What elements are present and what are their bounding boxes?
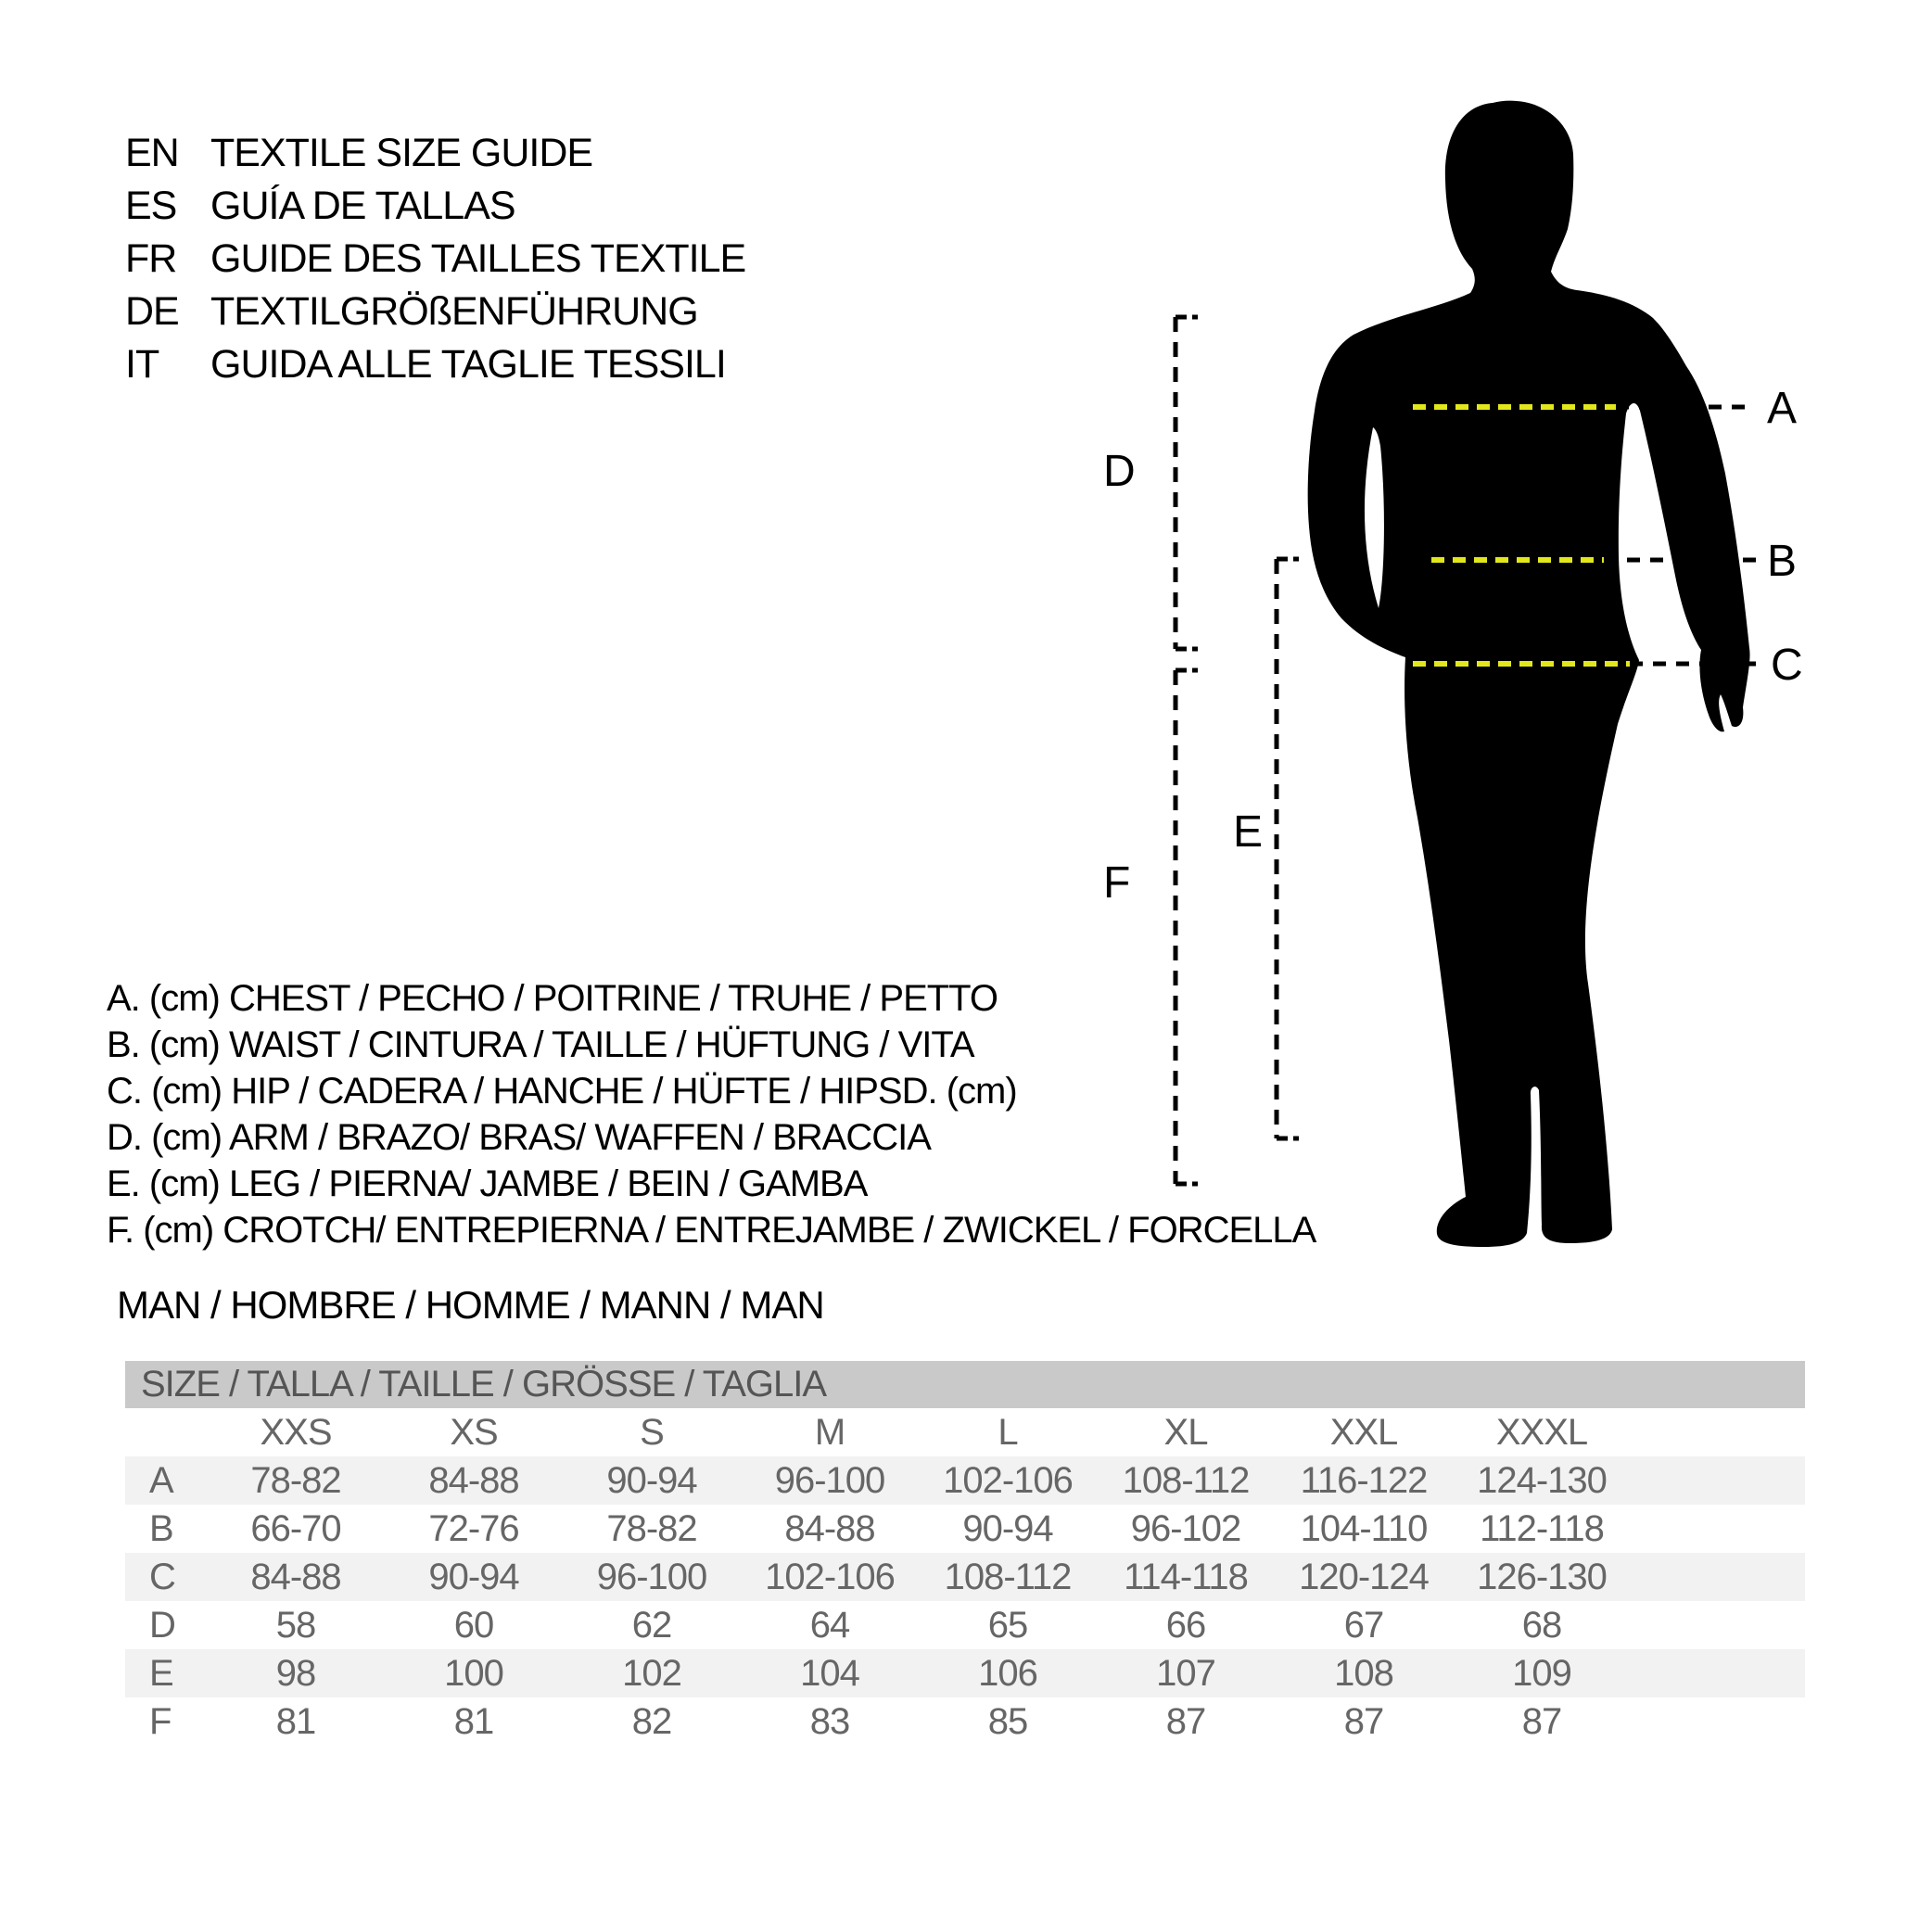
guide-title: GUÍA DE TALLAS (210, 184, 515, 228)
cell-value: 60 (453, 1605, 494, 1646)
row-label: B (149, 1508, 173, 1549)
language-code: DE (125, 289, 179, 334)
cell-value: 124-130 (1477, 1460, 1607, 1501)
table-row (125, 1649, 1805, 1697)
cell-value: 72-76 (428, 1508, 519, 1549)
measurement-legend (107, 975, 1316, 1253)
cell-value: 112-118 (1480, 1508, 1604, 1549)
table-row (125, 1456, 1805, 1505)
cell-value: 96-102 (1130, 1508, 1241, 1549)
cell-value: 98 (275, 1653, 316, 1694)
row-label: D (149, 1605, 175, 1646)
table-row (125, 1505, 1805, 1553)
cell-value: 84-88 (428, 1460, 519, 1501)
guide-title: TEXTILE SIZE GUIDE (210, 131, 593, 175)
guide-title: GUIDA ALLE TAGLIE TESSILI (210, 342, 726, 387)
cell-value: 108-112 (1122, 1460, 1250, 1501)
cell-value: 81 (453, 1701, 494, 1742)
label-crotch: F (1103, 858, 1131, 908)
language-code: EN (125, 131, 179, 175)
cell-value: 58 (275, 1605, 316, 1646)
cell-value: 96-100 (774, 1460, 885, 1501)
cell-value: 78-82 (606, 1508, 697, 1549)
cell-value: 66-70 (250, 1508, 341, 1549)
cell-value: 109 (1512, 1653, 1571, 1694)
cell-value: 84-88 (250, 1557, 341, 1597)
language-code: FR (125, 236, 177, 281)
size-table (125, 1361, 1805, 1746)
row-label: C (149, 1557, 175, 1597)
cell-value: 65 (987, 1605, 1028, 1646)
cell-value: 114-118 (1124, 1557, 1248, 1597)
size-col-header: XL (1163, 1412, 1208, 1453)
cell-value: 102 (622, 1653, 681, 1694)
cell-value: 84-88 (784, 1508, 875, 1549)
cell-value: 102-106 (943, 1460, 1073, 1501)
cell-value: 106 (978, 1653, 1037, 1694)
row-label: E (149, 1653, 173, 1694)
legend-line: D. (cm) ARM / BRAZO/ BRAS/ WAFFEN / BRACCIA (107, 1117, 931, 1158)
legend-line: F. (cm) CROTCH/ ENTREPIERNA / ENTREJAMBE / ZWICKEL / FORCELLA (107, 1210, 1316, 1251)
cell-value: 104 (800, 1653, 859, 1694)
cell-value: 87 (1343, 1701, 1384, 1742)
man-silhouette (1308, 101, 1750, 1247)
cell-value: 87 (1165, 1701, 1206, 1742)
legend-line: C. (cm) HIP / CADERA / HANCHE / HÜFTE / HIPSD. (cm) (107, 1071, 1017, 1112)
cell-value: 90-94 (962, 1508, 1053, 1549)
cell-value: 104-110 (1300, 1508, 1428, 1549)
cell-value: 62 (631, 1605, 672, 1646)
size-col-header: XS (450, 1412, 498, 1453)
table-row (125, 1697, 1805, 1746)
legend-line: A. (cm) CHEST / PECHO / POITRINE / TRUHE / PETTO (107, 978, 998, 1019)
label-chest: A (1767, 384, 1798, 433)
size-table-title: SIZE / TALLA / TAILLE / GRÖSSE / TAGLIA (125, 1361, 1805, 1408)
guide-title: TEXTILGRÖßENFÜHRUNG (210, 289, 698, 334)
cell-value: 90-94 (606, 1460, 697, 1501)
cell-value: 64 (809, 1605, 850, 1646)
cell-value: 107 (1156, 1653, 1215, 1694)
size-col-header: M (814, 1412, 845, 1453)
legend-line: E. (cm) LEG / PIERNA/ JAMBE / BEIN / GAMBA (107, 1163, 868, 1204)
cell-value: 87 (1521, 1701, 1562, 1742)
cell-value: 66 (1165, 1605, 1206, 1646)
size-col-header: XXL (1329, 1412, 1398, 1453)
cell-value: 96-100 (596, 1557, 707, 1597)
cell-value: 81 (275, 1701, 316, 1742)
size-col-header: L (998, 1412, 1018, 1453)
cell-value: 126-130 (1477, 1557, 1607, 1597)
language-code: ES (125, 184, 177, 228)
size-header-row (125, 1408, 1805, 1456)
table-row (125, 1601, 1805, 1649)
label-arm: D (1103, 447, 1136, 496)
cell-value: 102-106 (765, 1557, 895, 1597)
legend-line: B. (cm) WAIST / CINTURA / TAILLE / HÜFTUNG / VITA (107, 1024, 974, 1065)
label-waist: B (1767, 537, 1798, 586)
cell-value: 78-82 (250, 1460, 341, 1501)
row-label: F (149, 1701, 172, 1742)
cell-value: 90-94 (428, 1557, 519, 1597)
language-code: IT (125, 342, 159, 387)
cell-value: 116-122 (1300, 1460, 1428, 1501)
label-hip: C (1771, 641, 1803, 690)
label-leg: E (1233, 807, 1264, 857)
row-label: A (149, 1460, 173, 1501)
cell-value: 108-112 (944, 1557, 1072, 1597)
cell-value: 67 (1343, 1605, 1384, 1646)
cell-value: 82 (631, 1701, 672, 1742)
guide-title: GUIDE DES TAILLES TEXTILE (210, 236, 746, 281)
size-col-header: XXS (260, 1412, 332, 1453)
cell-value: 100 (444, 1653, 503, 1694)
cell-value: 83 (809, 1701, 850, 1742)
size-col-header: XXXL (1495, 1412, 1588, 1453)
cell-value: 85 (987, 1701, 1028, 1742)
cell-value: 68 (1521, 1605, 1562, 1646)
cell-value: 120-124 (1299, 1557, 1429, 1597)
size-col-header: S (640, 1412, 664, 1453)
subject-line: MAN / HOMBRE / HOMME / MANN / MAN (117, 1283, 824, 1327)
size-col-spacer (125, 1408, 207, 1456)
size-table-body (125, 1456, 1805, 1746)
table-row (125, 1553, 1805, 1601)
cell-value: 108 (1334, 1653, 1393, 1694)
